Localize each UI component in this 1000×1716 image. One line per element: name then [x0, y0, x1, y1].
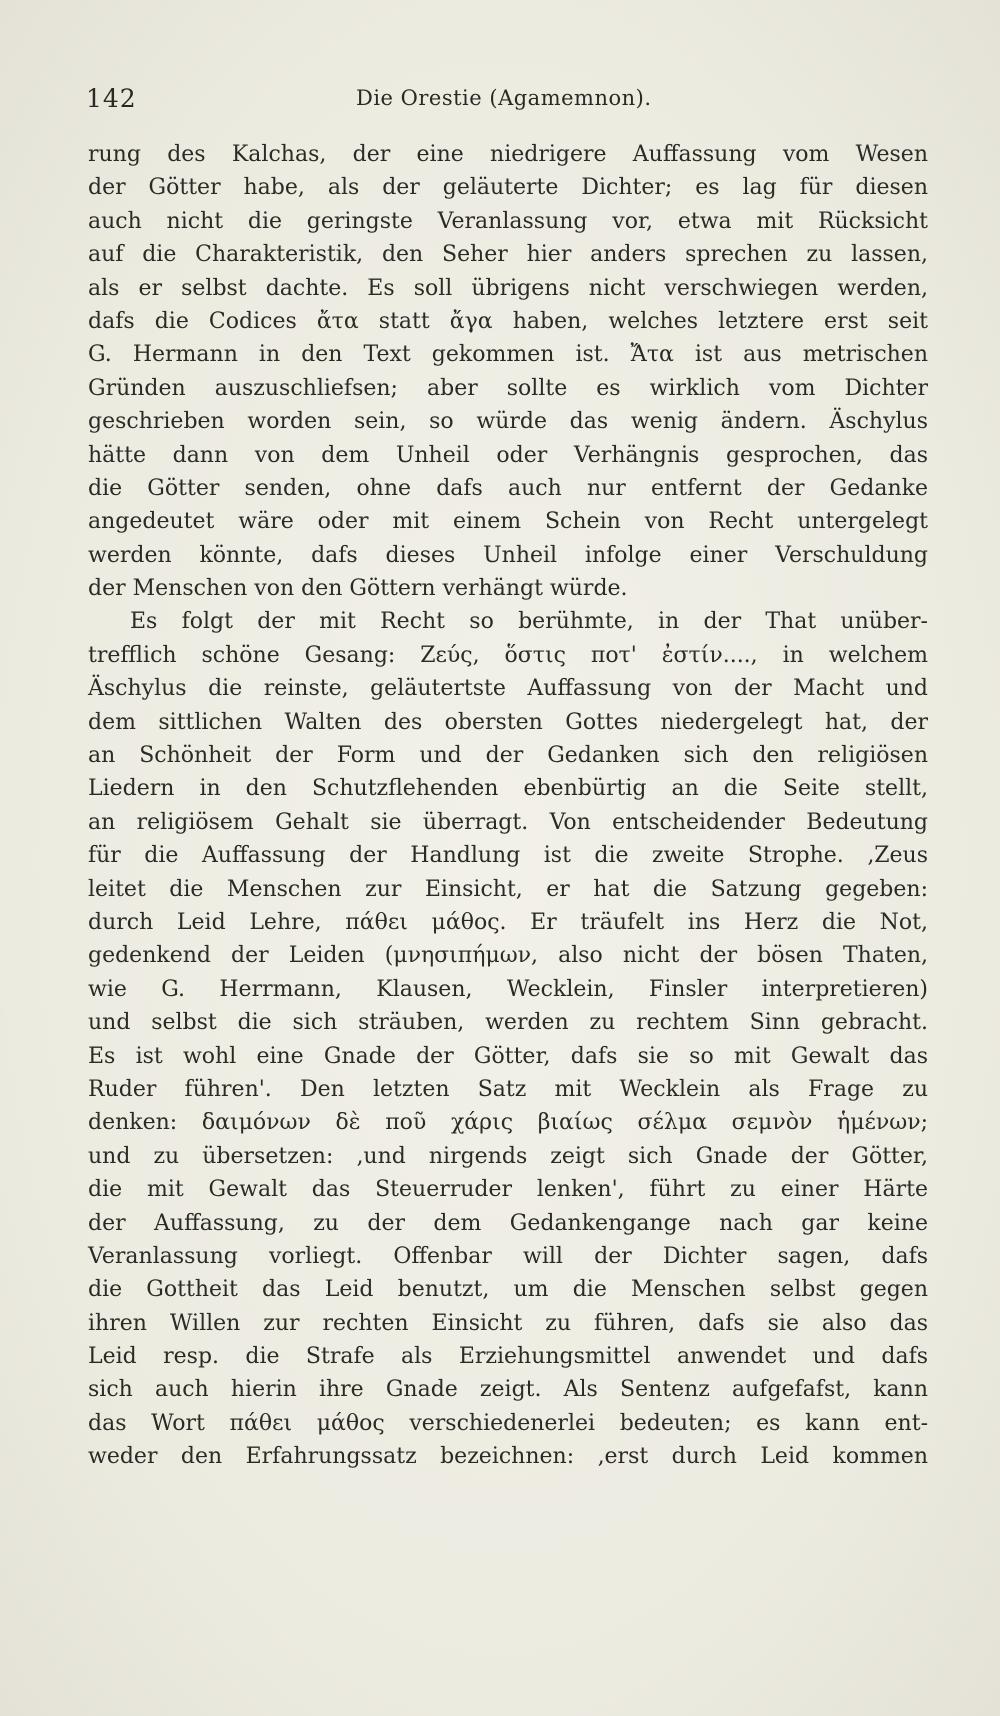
- text-line: Gründen auszuschliefsen; aber sollte es wirklich vom Dichter: [88, 375, 928, 401]
- text-line: die mit Gewalt das Steuerruder lenken', führt zu einer Härte: [88, 1177, 928, 1203]
- text-line: Es ist wohl eine Gnade der Götter, dafs sie so mit Gewalt das: [88, 1043, 928, 1069]
- text-line: Es folgt der mit Recht so berühmte, in der That unüber-: [130, 609, 928, 635]
- text-line: G. Hermann in den Text gekommen ist. Ἄτα ist aus metrischen: [88, 342, 928, 368]
- text-line: Äschylus die reinste, geläutertste Auffassung von der Macht und: [88, 676, 928, 702]
- text-line: für die Auffassung der Handlung ist die zweite Strophe. ‚Zeus: [88, 843, 928, 869]
- text-line: rung des Kalchas, der eine niedrigere Auffassung vom Wesen: [88, 142, 928, 167]
- text-line: und zu übersetzen: ‚und nirgends zeigt sich Gnade der Götter,: [88, 1143, 928, 1169]
- page-number: 142: [86, 84, 137, 113]
- text-line: wie G. Herrmann, Klausen, Wecklein, Finsler interpretieren): [88, 976, 928, 1002]
- text-line: leitet die Menschen zur Einsicht, er hat die Satzung gegeben:: [88, 876, 928, 902]
- text-line: das Wort πάθει μάθος verschiedenerlei bedeuten; es kann ent-: [88, 1410, 928, 1436]
- running-title: Die Orestie (Agamemnon).: [356, 86, 652, 110]
- text-line: die Götter senden, ohne dafs auch nur entfernt der Gedanke: [88, 475, 928, 501]
- text-line: werden könnte, dafs dieses Unheil infolge einer Verschuldung: [88, 542, 928, 568]
- text-line: Leid resp. die Strafe als Erziehungsmittel anwendet und dafs: [88, 1344, 928, 1370]
- text-line: auch nicht die geringste Veranlassung vor, etwa mit Rücksicht: [88, 208, 928, 234]
- text-line: angedeutet wäre oder mit einem Schein von Recht untergelegt: [88, 509, 928, 535]
- body-text: [88, 138, 928, 1474]
- text-line: sich auch hierin ihre Gnade zeigt. Als Sentenz aufgefafst, kann: [88, 1377, 928, 1403]
- text-line: dem sittlichen Walten des obersten Gottes niedergelegt hat, der: [88, 709, 928, 735]
- text-line: als er selbst dachte. Es soll übrigens nicht verschwiegen werden,: [88, 275, 928, 301]
- text-line: und selbst die sich sträuben, werden zu rechtem Sinn gebracht.: [88, 1010, 928, 1036]
- text-line: Liedern in den Schutzflehenden ebenbürtig an die Seite stellt,: [88, 776, 928, 802]
- text-line: Ruder führen'. Den letzten Satz mit Wecklein als Frage zu: [88, 1076, 928, 1102]
- text-line: ihren Willen zur rechten Einsicht zu führen, dafs sie also das: [88, 1310, 928, 1336]
- text-line: weder den Erfahrungssatz bezeichnen: ‚erst durch Leid kommen: [88, 1444, 928, 1470]
- text-line: an Schönheit der Form und der Gedanken sich den religiösen: [88, 743, 928, 769]
- page-header: [86, 84, 928, 124]
- text-line: der Götter habe, als der geläuterte Dichter; es lag für diesen: [88, 175, 928, 201]
- text-line: die Gottheit das Leid benutzt, um die Menschen selbst gegen: [88, 1277, 928, 1303]
- text-line: auf die Charakteristik, den Seher hier anders sprechen zu lassen,: [88, 242, 928, 268]
- text-line: denken: δαιμόνων δὲ ποῦ χάρις βιαίως σέλμα σεμνὸν ἡμένων;: [88, 1110, 928, 1136]
- text-line: Veranlassung vorliegt. Offenbar will der Dichter sagen, dafs: [88, 1243, 928, 1269]
- text-line: der Auffassung, zu der dem Gedankengange nach gar keine: [88, 1210, 928, 1236]
- text-line: trefflich schöne Gesang: Ζεύς, ὅστις ποτ' ἐστίν...., in welchem: [88, 642, 928, 668]
- text-line: hätte dann von dem Unheil oder Verhängnis gesprochen, das: [88, 442, 928, 468]
- text-line: durch Leid Lehre, πάθει μάθος. Er träufelt ins Herz die Not,: [88, 909, 928, 935]
- text-line: dafs die Codices ἄτα statt ἄγα haben, welches letztere erst seit: [88, 308, 928, 334]
- text-line: gedenkend der Leiden (μνησιπήμων, also nicht der bösen Thaten,: [88, 943, 928, 969]
- text-line: geschrieben worden sein, so würde das wenig ändern. Äschylus: [88, 409, 928, 435]
- text-line: an religiösem Gehalt sie überragt. Von entscheidender Bedeutung: [88, 809, 928, 835]
- text-line: der Menschen von den Göttern verhängt würde.: [88, 576, 628, 602]
